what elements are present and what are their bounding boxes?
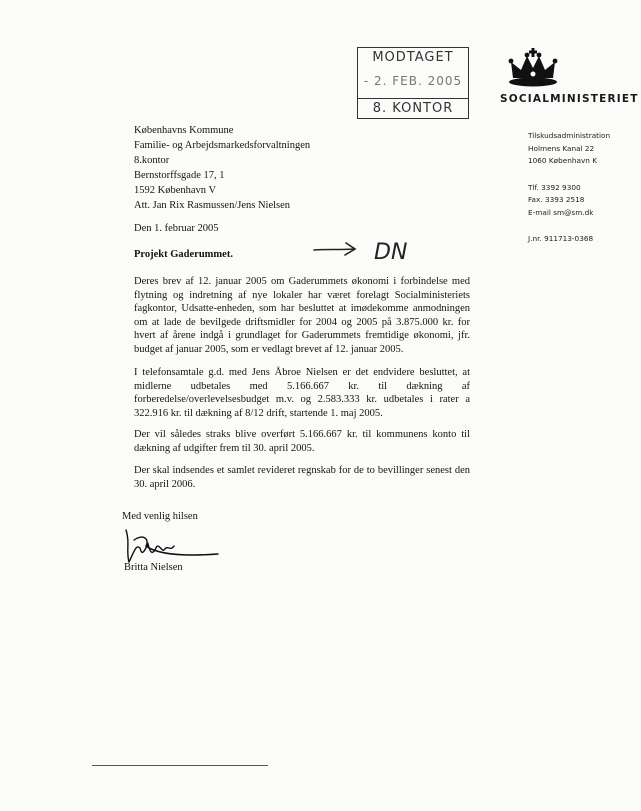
recipient-line: 1592 København V <box>134 185 217 196</box>
body-paragraph: Der vil således straks blive overført 5.166.667 kr. til kommunens konto til dækning af udgifter frem til 30. april 2005. <box>134 429 470 454</box>
sender-fax: Fax. 3393 2518 <box>528 195 585 204</box>
recipient-line: Bernstorffsgade 17, 1 <box>134 170 225 181</box>
stamp-date: - 2. FEB. 2005 <box>363 74 463 88</box>
sender-city: 1060 København K <box>528 156 598 165</box>
handwritten-initials: DN <box>374 240 408 265</box>
footer-divider <box>92 765 268 766</box>
sender-email: E-mail sm@sm.dk <box>528 207 594 217</box>
recipient-line: Familie- og Arbejdsmarkedsforvaltningen <box>134 140 311 151</box>
handwritten-annotation <box>312 233 424 267</box>
sender-phone: Tlf. 3392 9300 <box>528 182 581 192</box>
body-paragraph: I telefonsamtale g.d. med Jens Åbroe Nielsen er det endvidere besluttet, at midlerne udbetales med 5.166.667 kr. til dækning af forberedelse/overlevelsesbudget m.v. og 2.583.333 kr. udbetales i rater a 322.916 kr. til dækning af 8/12 drift, startende 1. maj 2005. <box>134 367 470 419</box>
signer-name: Britta Nielsen <box>124 562 183 573</box>
body-paragraph: Der skal indsendes et samlet revideret regnskab for de to bevillinger senest den 30. april 2006. <box>134 465 470 490</box>
handwritten-arrow-icon <box>314 243 355 255</box>
recipient-line: Att. Jan Rix Rasmussen/Jens Nielsen <box>134 200 291 211</box>
letter-subject: Projekt Gaderummet. <box>134 249 233 260</box>
journal-number: J.nr. 911713-0368 <box>528 234 594 243</box>
recipient-address <box>134 123 454 213</box>
stamp-office: 8. KONTOR <box>358 98 468 116</box>
letter-date: Den 1. februar 2005 <box>134 223 219 234</box>
sender-block <box>528 130 638 246</box>
stamp-received-label: MODTAGET <box>372 50 454 65</box>
royal-crown-icon <box>505 48 561 88</box>
sender-street: Holmens Kanal 22 <box>528 143 595 153</box>
body-paragraph: Deres brev af 12. januar 2005 om Gaderummets økonomi i forbindelse med flytning og indretning af nye lokaler har været forelagt Socialministeriets fagkontor, Udsatte-enheden, som har besluttet at imødekomme anmodningen om at lade de bevilgede driftsmidler for 2004 og 2005 på 3.875.000 kr. for hvert af årene indgå i grundlaget for Gaderummets fremtidige økonomi, jfr. budget af januar 2005, som er vedlagt brevet af 12. januar 2005. <box>134 276 470 355</box>
sender-department: Tilskudsadministration <box>528 131 611 140</box>
letter-closing: Med venlig hilsen <box>122 511 198 522</box>
recipient-line: 8.kontor <box>134 155 170 166</box>
recipient-line: Københavns Kommune <box>134 125 234 136</box>
received-stamp <box>357 47 469 119</box>
ministry-name: SOCIALMINISTERIET <box>500 93 639 105</box>
